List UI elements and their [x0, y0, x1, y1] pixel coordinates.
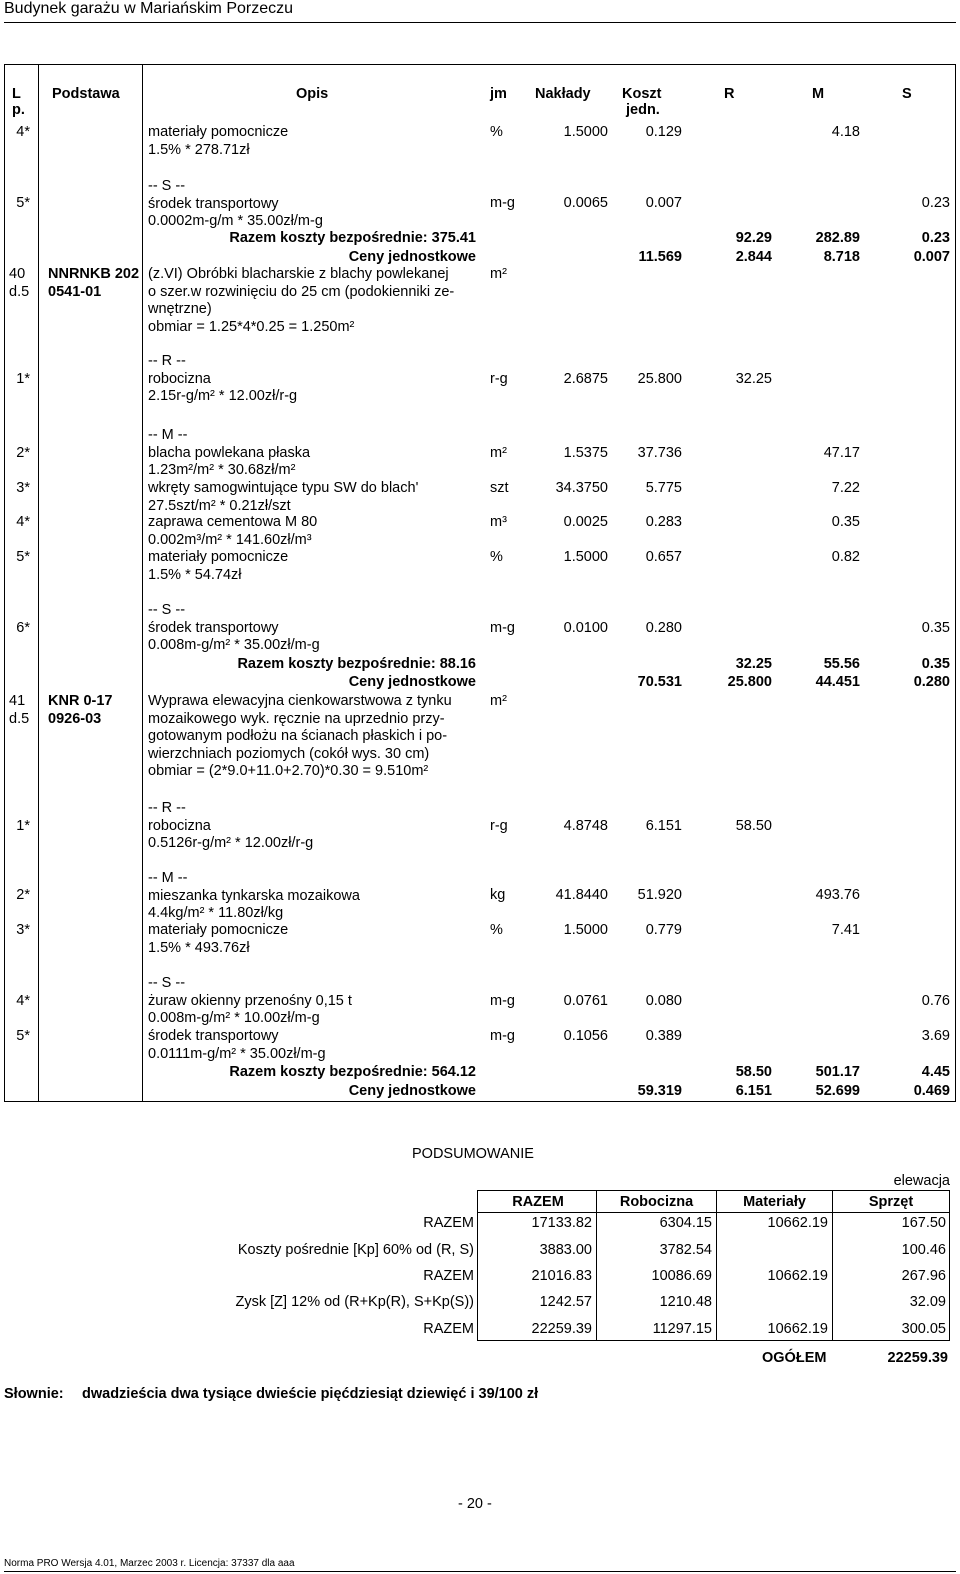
unit-cost-value: 25.800: [637, 371, 682, 387]
description-line: środek transportowy: [148, 1028, 279, 1044]
unit: m³: [490, 514, 507, 530]
summary-cell: 17133.82: [531, 1215, 592, 1231]
description-line: blacha powlekana płaska: [148, 444, 311, 461]
input-value: 1.5000: [563, 922, 608, 938]
description-line: obmiar = 1.25*4*0.25 = 1.250m²: [148, 318, 355, 335]
m-value: 55.56: [823, 656, 860, 672]
item-number: 5*: [16, 1028, 30, 1044]
input-value: 1.5000: [563, 124, 608, 140]
description-line: 1.5% * 493.76zł: [148, 939, 250, 956]
r-value: 32.25: [735, 656, 772, 672]
unit-cost-value: 0.389: [645, 1028, 682, 1044]
r-value: 32.25: [735, 371, 772, 387]
summary-cell: 6304.15: [659, 1215, 712, 1231]
summary-cell: 11297.15: [652, 1321, 712, 1337]
description-line: gotowanym podłożu na ścianach płaskich i po-: [148, 728, 448, 744]
page-title: Budynek garażu w Mariańskim Porzeczu: [4, 0, 294, 17]
m-value: 501.17: [815, 1064, 860, 1080]
unit-cost-value: 0.007: [645, 195, 682, 211]
col-divider-podstawa: [142, 64, 143, 1102]
description-line: Wyprawa elewacyjna cienkowarstwowa z tynku: [148, 693, 452, 709]
item-number: 4*: [16, 514, 30, 530]
description-line: robocizna: [148, 817, 211, 834]
description-line: 2.15r-g/m² * 12.00zł/r-g: [148, 388, 298, 404]
r-value: 58.50: [735, 818, 772, 834]
item-number: 1*: [16, 818, 30, 834]
description-line: -- R --: [148, 800, 186, 816]
summary-top-border: [477, 1190, 949, 1191]
s-value: 0.76: [921, 993, 950, 1009]
input-value: 0.0100: [563, 620, 608, 636]
description-line: 0.002m³/m² * 141.60zł/m³: [148, 531, 312, 548]
item-number: 5*: [16, 195, 30, 211]
position-number: d.5: [9, 710, 30, 727]
input-value: 1.5000: [563, 549, 608, 565]
summary-line-label: Ceny jednostkowe: [348, 674, 476, 690]
item-number: 2*: [16, 445, 30, 461]
summary-line-label: Razem koszty bezpośrednie: 564.12: [229, 1064, 476, 1080]
footer-line: [4, 1571, 956, 1572]
unit: %: [490, 549, 503, 565]
summary-right-border: [949, 1190, 950, 1341]
input-value: 0.1056: [563, 1028, 608, 1044]
table-top-border: [4, 64, 956, 65]
page-number: - 20 -: [458, 1496, 492, 1512]
header-lp-1: L: [12, 86, 21, 102]
unit: m-g: [490, 195, 515, 211]
summary-row-label: Zysk [Z] 12% od (R+Kp(R), S+Kp(S)): [235, 1294, 474, 1310]
summary-line-label: Razem koszty bezpośrednie: 375.41: [229, 230, 476, 246]
header-koszt-1: Koszt: [622, 86, 662, 102]
description-line: 0.008m-g/m² * 35.00zł/m-g: [148, 637, 320, 653]
s-value: 0.23: [921, 230, 950, 246]
unit-cost-value: 0.080: [645, 993, 682, 1009]
description-line: materiały pomocnicze: [148, 124, 289, 140]
words-value: dwadzieścia dwa tysiące dwieście pięćdziesiąt dziewięć i 39/100 zł: [82, 1386, 539, 1402]
unit-cost-value: 0.280: [645, 620, 682, 636]
position-number: 41: [9, 693, 26, 709]
basis-code: 0541-01: [48, 283, 102, 300]
header-koszt-2: jedn.: [626, 102, 660, 118]
table-right-border: [955, 64, 956, 1102]
description-line: 0.5126r-g/m² * 12.00zł/r-g: [148, 835, 314, 851]
summary-header-border: [477, 1212, 949, 1213]
r-value: 92.29: [735, 230, 772, 246]
description-line: 4.4kg/m² * 11.80zł/kg: [148, 905, 284, 921]
unit: r-g: [490, 371, 508, 387]
words-label: Słownie:: [4, 1386, 64, 1402]
summary-cell: 10662.19: [767, 1215, 828, 1231]
description-line: o szer.w rozwinięciu do 25 cm (podokienniki ze-: [148, 283, 455, 300]
summary-cell: 21016.83: [531, 1268, 592, 1284]
s-value: 4.45: [921, 1064, 950, 1080]
unit-cost-value: 6.151: [645, 818, 682, 834]
m-value: 282.89: [815, 230, 860, 246]
unit: m²: [490, 445, 507, 461]
unit: m²: [490, 693, 507, 709]
description-line: -- R --: [148, 353, 186, 369]
m-value: 8.718: [823, 249, 860, 265]
item-number: 1*: [16, 371, 30, 387]
m-value: 47.17: [823, 445, 860, 461]
description-line: -- S --: [148, 602, 186, 618]
header-jm: jm: [490, 86, 507, 102]
item-number: 6*: [16, 620, 30, 636]
m-value: 0.82: [831, 549, 860, 565]
summary-title: PODSUMOWANIE: [412, 1146, 534, 1162]
unit: %: [490, 922, 503, 938]
unit: szt: [490, 480, 509, 496]
description-line: 1.23m²/m² * 30.68zł/m²: [148, 462, 296, 478]
unit-cost-value: 0.779: [645, 922, 682, 938]
summary-cell: 3883.00: [539, 1242, 592, 1258]
description-line: materiały pomocnicze: [148, 549, 289, 565]
header-m: M: [812, 86, 825, 102]
unit: r-g: [490, 818, 508, 834]
r-value: 58.50: [735, 1064, 772, 1080]
m-value: 7.22: [831, 480, 860, 496]
basis-code: 0926-03: [48, 710, 102, 727]
input-value: 4.8748: [563, 818, 608, 834]
summary-cell: 32.09: [909, 1294, 946, 1310]
summary-line-label: Ceny jednostkowe: [348, 249, 476, 265]
input-value: 0.0761: [563, 993, 608, 1009]
unit: m-g: [490, 993, 515, 1009]
summary-line-label: Ceny jednostkowe: [348, 1083, 476, 1099]
m-value: 7.41: [831, 922, 860, 938]
summary-row-label: RAZEM: [423, 1321, 474, 1337]
summary-cell: 10662.19: [767, 1268, 828, 1284]
summary-cell: 3782.54: [659, 1242, 712, 1258]
unit-cost-value: 0.283: [645, 514, 682, 530]
summary-subtitle: elewacja: [893, 1173, 950, 1189]
header-lp-2: p.: [12, 102, 25, 118]
unit-cost-value: 0.657: [645, 549, 682, 565]
r-value: 2.844: [735, 249, 772, 265]
summary-col-divider-3: [832, 1190, 833, 1341]
unit-cost-value: 5.775: [645, 480, 682, 496]
summary-column-header: RAZEM: [512, 1194, 564, 1210]
unit-cost-value: 51.920: [637, 887, 682, 903]
description-line: wnętrzne): [148, 301, 212, 317]
description-line: -- M --: [148, 427, 188, 443]
unit-cost-value: 37.736: [637, 445, 682, 461]
position-number: 40: [9, 266, 26, 282]
summary-cell: 100.46: [901, 1242, 946, 1258]
header-naklady: Nakłady: [535, 86, 591, 102]
description-line: robocizna: [148, 370, 211, 387]
basis-code: KNR 0-17: [48, 693, 113, 709]
m-value: 4.18: [831, 124, 860, 140]
summary-cell: 1210.48: [659, 1294, 712, 1310]
header-r: R: [724, 86, 735, 102]
description-line: 1.5% * 54.74zł: [148, 566, 242, 583]
description-line: wierzchniach poziomych (cokół wys. 30 cm): [148, 745, 430, 762]
summary-column-header: Robocizna: [619, 1194, 694, 1210]
col-divider-lp: [38, 64, 39, 1102]
summary-cell: 1242.57: [539, 1294, 592, 1310]
m-value: 0.35: [831, 514, 860, 530]
input-value: 2.6875: [563, 371, 608, 387]
input-value: 1.5375: [563, 445, 608, 461]
summary-col-divider-1: [596, 1190, 597, 1341]
summary-cell: 10086.69: [651, 1268, 712, 1284]
s-value: 0.35: [921, 620, 950, 636]
description-line: -- S --: [148, 178, 186, 194]
item-number: 3*: [16, 922, 30, 938]
description-line: wkręty samogwintujące typu SW do blach': [148, 480, 419, 496]
description-line: -- M --: [148, 870, 188, 886]
summary-bottom-border: [477, 1340, 949, 1341]
s-value: 0.23: [921, 195, 950, 211]
unit-cost-value: 0.129: [645, 124, 682, 140]
summary-col-divider-2: [716, 1190, 717, 1341]
summary-row-label: Koszty pośrednie [Kp] 60% od (R, S): [237, 1242, 474, 1258]
m-value: 493.76: [815, 887, 860, 903]
s-value: 0.280: [913, 674, 950, 690]
position-number: d.5: [9, 283, 30, 300]
description-line: 0.0111m-g/m² * 35.00zł/m-g: [148, 1045, 326, 1062]
summary-cell: 267.96: [901, 1268, 946, 1284]
s-value: 0.469: [913, 1083, 950, 1099]
r-value: 6.151: [735, 1083, 772, 1099]
description-line: 27.5szt/m² * 0.21zł/szt: [148, 497, 291, 514]
description-line: obmiar = (2*9.0+11.0+2.70)*0.30 = 9.510m²: [148, 763, 429, 779]
description-line: zaprawa cementowa M 80: [148, 514, 318, 530]
description-line: mieszanka tynkarska mozaikowa: [148, 887, 360, 904]
r-value: 25.800: [727, 674, 772, 690]
unit-cost-value: 59.319: [637, 1083, 682, 1099]
input-value: 0.0065: [563, 195, 608, 211]
description-line: środek transportowy: [148, 195, 279, 212]
input-value: 41.8440: [555, 887, 608, 903]
summary-cell: 22259.39: [531, 1321, 592, 1337]
description-line: żuraw okienny przenośny 0,15 t: [148, 992, 352, 1009]
summary-row-label: RAZEM: [423, 1268, 474, 1284]
title-underline: [4, 22, 956, 23]
summary-row-label: RAZEM: [423, 1215, 474, 1231]
summary-column-header: Sprzęt: [868, 1194, 914, 1210]
header-s: S: [902, 86, 912, 102]
unit: kg: [490, 887, 506, 903]
s-value: 3.69: [921, 1028, 950, 1044]
table-left-border: [4, 64, 5, 1102]
unit: m-g: [490, 620, 515, 636]
description-line: -- S --: [148, 975, 186, 991]
item-number: 4*: [16, 124, 30, 140]
item-number: 2*: [16, 887, 30, 903]
total-label: OGÓŁEM: [762, 1350, 827, 1366]
description-line: 1.5% * 278.71zł: [148, 141, 250, 158]
summary-left-border: [477, 1190, 478, 1341]
header-podstawa: Podstawa: [52, 86, 120, 102]
unit: %: [490, 124, 503, 140]
summary-cell: 300.05: [901, 1321, 946, 1337]
item-number: 5*: [16, 549, 30, 565]
footer-text: Norma PRO Wersja 4.01, Marzec 2003 r. Licencja: 37337 dla aaa: [4, 1558, 295, 1569]
summary-column-header: Materiały: [743, 1194, 806, 1210]
item-number: 4*: [16, 993, 30, 1009]
s-value: 0.007: [913, 249, 950, 265]
unit-cost-value: 11.569: [638, 249, 682, 265]
summary-cell: 167.50: [901, 1215, 946, 1231]
unit: m-g: [490, 1028, 515, 1044]
description-line: (z.VI) Obróbki blacharskie z blachy powlekanej: [148, 266, 449, 282]
summary-cell: 10662.19: [767, 1321, 828, 1337]
unit: m²: [490, 266, 507, 282]
table-bottom-border: [4, 1101, 956, 1102]
total-value: 22259.39: [887, 1350, 948, 1366]
m-value: 44.451: [815, 674, 860, 690]
header-opis: Opis: [296, 86, 329, 102]
description-line: 0.008m-g/m² * 10.00zł/m-g: [148, 1010, 320, 1026]
description-line: środek transportowy: [148, 619, 279, 636]
summary-line-label: Razem koszty bezpośrednie: 88.16: [237, 656, 476, 672]
description-line: materiały pomocnicze: [148, 922, 289, 938]
input-value: 0.0025: [563, 514, 608, 530]
description-line: mozaikowego wyk. ręcznie na uprzednio przy-: [148, 710, 445, 727]
basis-code: NNRNKB 202: [48, 266, 140, 282]
description-line: 0.0002m-g/m * 35.00zł/m-g: [148, 213, 323, 229]
unit-cost-value: 70.531: [637, 674, 682, 690]
m-value: 52.699: [815, 1083, 860, 1099]
input-value: 34.3750: [555, 480, 608, 496]
s-value: 0.35: [921, 656, 950, 672]
item-number: 3*: [16, 480, 30, 496]
